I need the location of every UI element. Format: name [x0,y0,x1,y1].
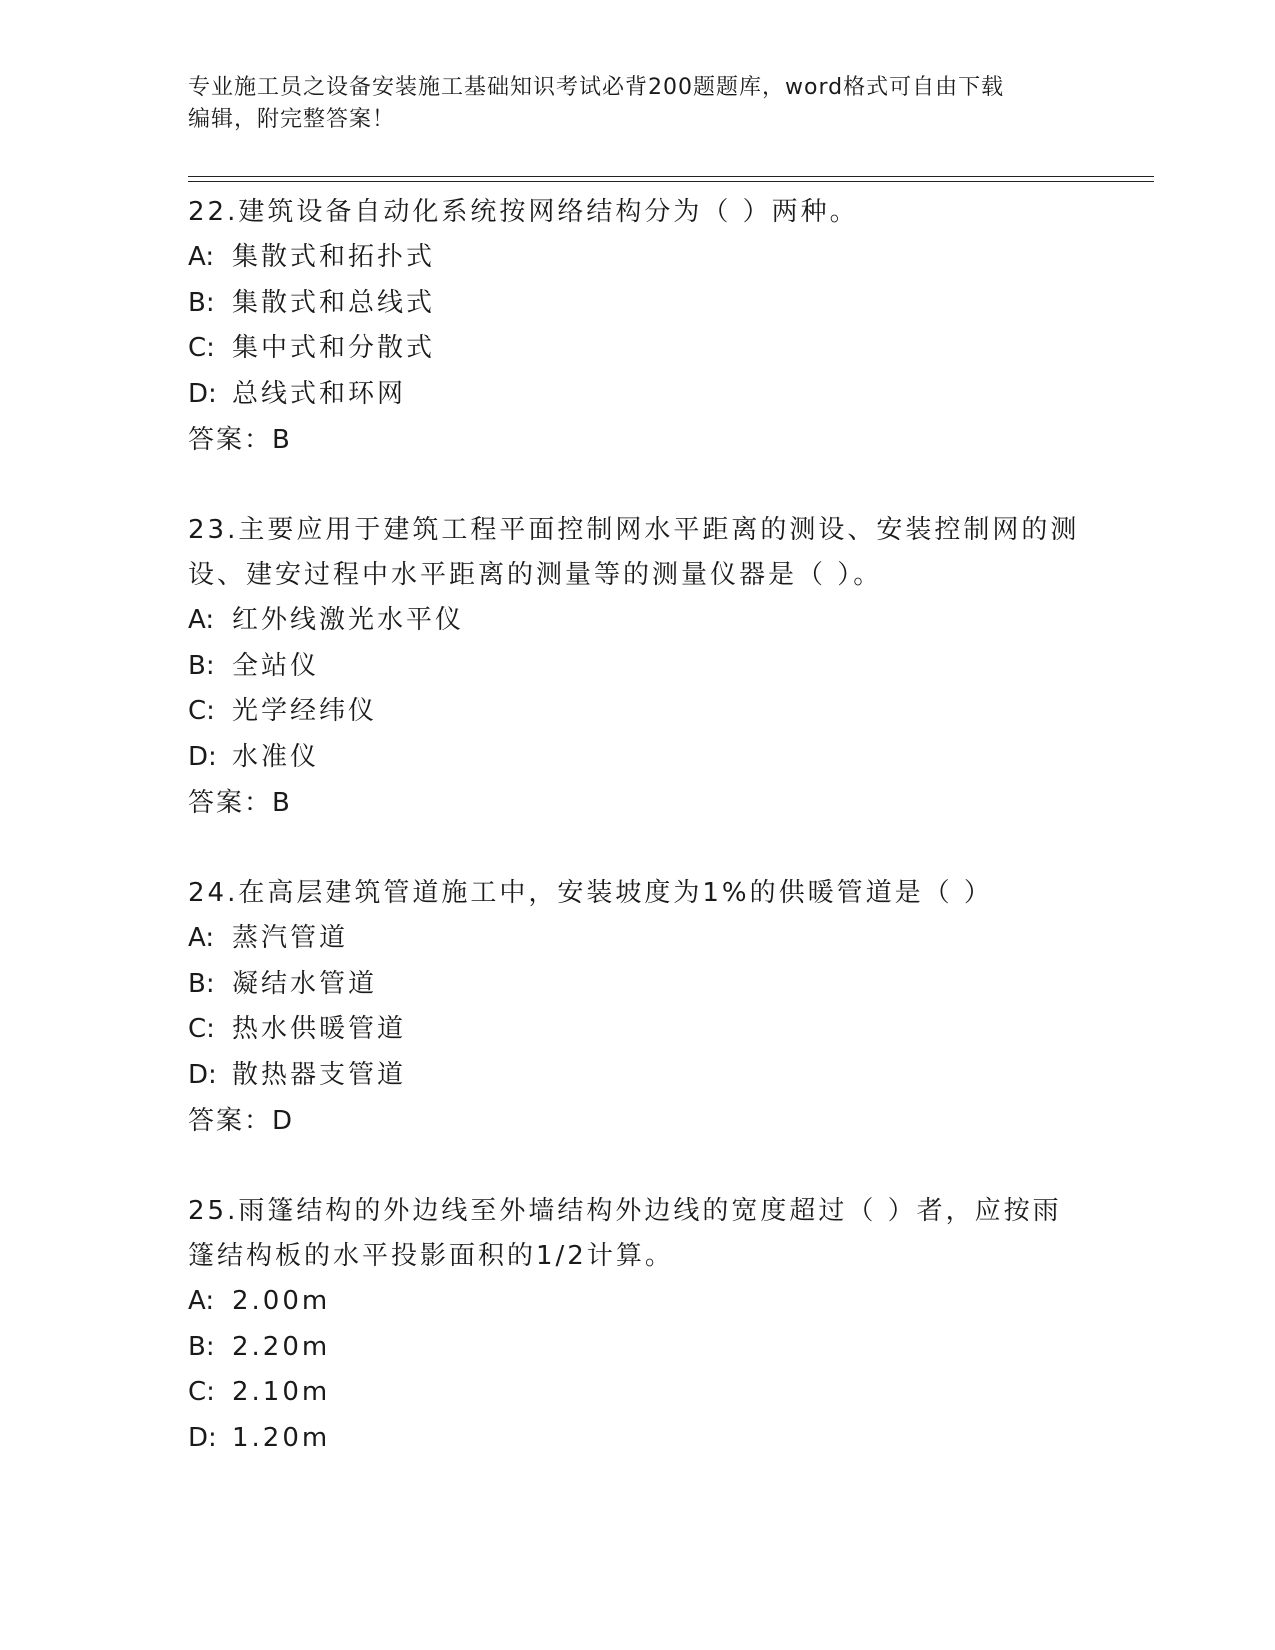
answer-line: 答案：B [188,425,292,455]
question-25 [188,1189,1088,1461]
answer-line: 答案：D [188,1106,295,1136]
question-list [188,190,1088,1461]
option-label: A: [188,923,215,953]
option-label: B: [188,287,215,318]
question-spacer [188,826,1088,871]
option-text: 光学经纬仪 [232,696,378,726]
header-divider-top [188,176,1154,177]
option-text: 集中式和分散式 [232,333,436,363]
header-divider-bottom [188,181,1154,182]
option-c [188,1370,1088,1416]
option-c [188,1007,1088,1053]
option-text: 总线式和环网 [232,378,407,409]
option-d [188,735,1088,781]
option-a [188,598,1088,644]
question-24 [188,871,1088,1144]
question-spacer [188,1144,1088,1189]
header-line-2: 编辑，附完整答案！ [188,107,396,132]
option-label: B: [188,650,215,681]
option-b [188,644,1088,690]
question-stem: 23.主要应用于建筑工程平面控制网水平距离的测设、安装控制网的测设、建安过程中水平距离的测量等的测量仪器是（ ）。 [188,515,1080,590]
option-d [188,1416,1088,1462]
option-label: B: [188,1331,215,1362]
option-d [188,372,1088,418]
option-b [188,281,1088,327]
question-22 [188,190,1088,463]
question-stem: 24.在高层建筑管道施工中，安装坡度为1%的供暖管道是（ ） [188,878,993,908]
option-text: 1.20m [232,1422,331,1453]
question-23 [188,508,1088,826]
answer-line: 答案：B [188,788,292,818]
option-label: D: [188,1422,217,1453]
option-a [188,916,1088,962]
option-text: 2.20m [232,1331,331,1362]
option-text: 散热器支管道 [232,1059,407,1090]
option-text: 蒸汽管道 [232,923,349,953]
option-b [188,1325,1088,1371]
option-label: D: [188,1059,217,1090]
option-text: 2.00m [232,1286,331,1316]
option-text: 集散式和总线式 [232,287,436,318]
option-text: 热水供暖管道 [232,1014,407,1044]
option-a [188,235,1088,281]
option-label: A: [188,605,215,635]
option-c [188,689,1088,735]
option-label: A: [188,242,215,272]
option-b [188,962,1088,1008]
option-text: 2.10m [232,1377,331,1407]
option-text: 凝结水管道 [232,968,378,999]
option-label: D: [188,378,217,409]
question-stem: 25.雨篷结构的外边线至外墙结构外边线的宽度超过（ ）者，应按雨篷结构板的水平投影面积的1/2计算。 [188,1196,1062,1271]
option-text: 集散式和拓扑式 [232,242,436,272]
option-label: B: [188,968,215,999]
option-text: 水准仪 [232,741,320,772]
header-line-1: 专业施工员之设备安装施工基础知识考试必背200题题库，word格式可自由下载 [188,75,1005,100]
question-stem: 22.建筑设备自动化系统按网络结构分为（ ）两种。 [188,197,859,227]
option-a [188,1279,1088,1325]
option-text: 全站仪 [232,650,320,681]
document-header [188,72,1068,136]
option-c [188,326,1088,372]
option-label: C: [188,1014,215,1044]
option-label: C: [188,1377,215,1407]
option-label: C: [188,696,215,726]
option-text: 红外线激光水平仪 [232,605,465,635]
option-d [188,1053,1088,1099]
question-spacer [188,463,1088,508]
option-label: C: [188,333,215,363]
option-label: A: [188,1286,215,1316]
option-label: D: [188,741,217,772]
